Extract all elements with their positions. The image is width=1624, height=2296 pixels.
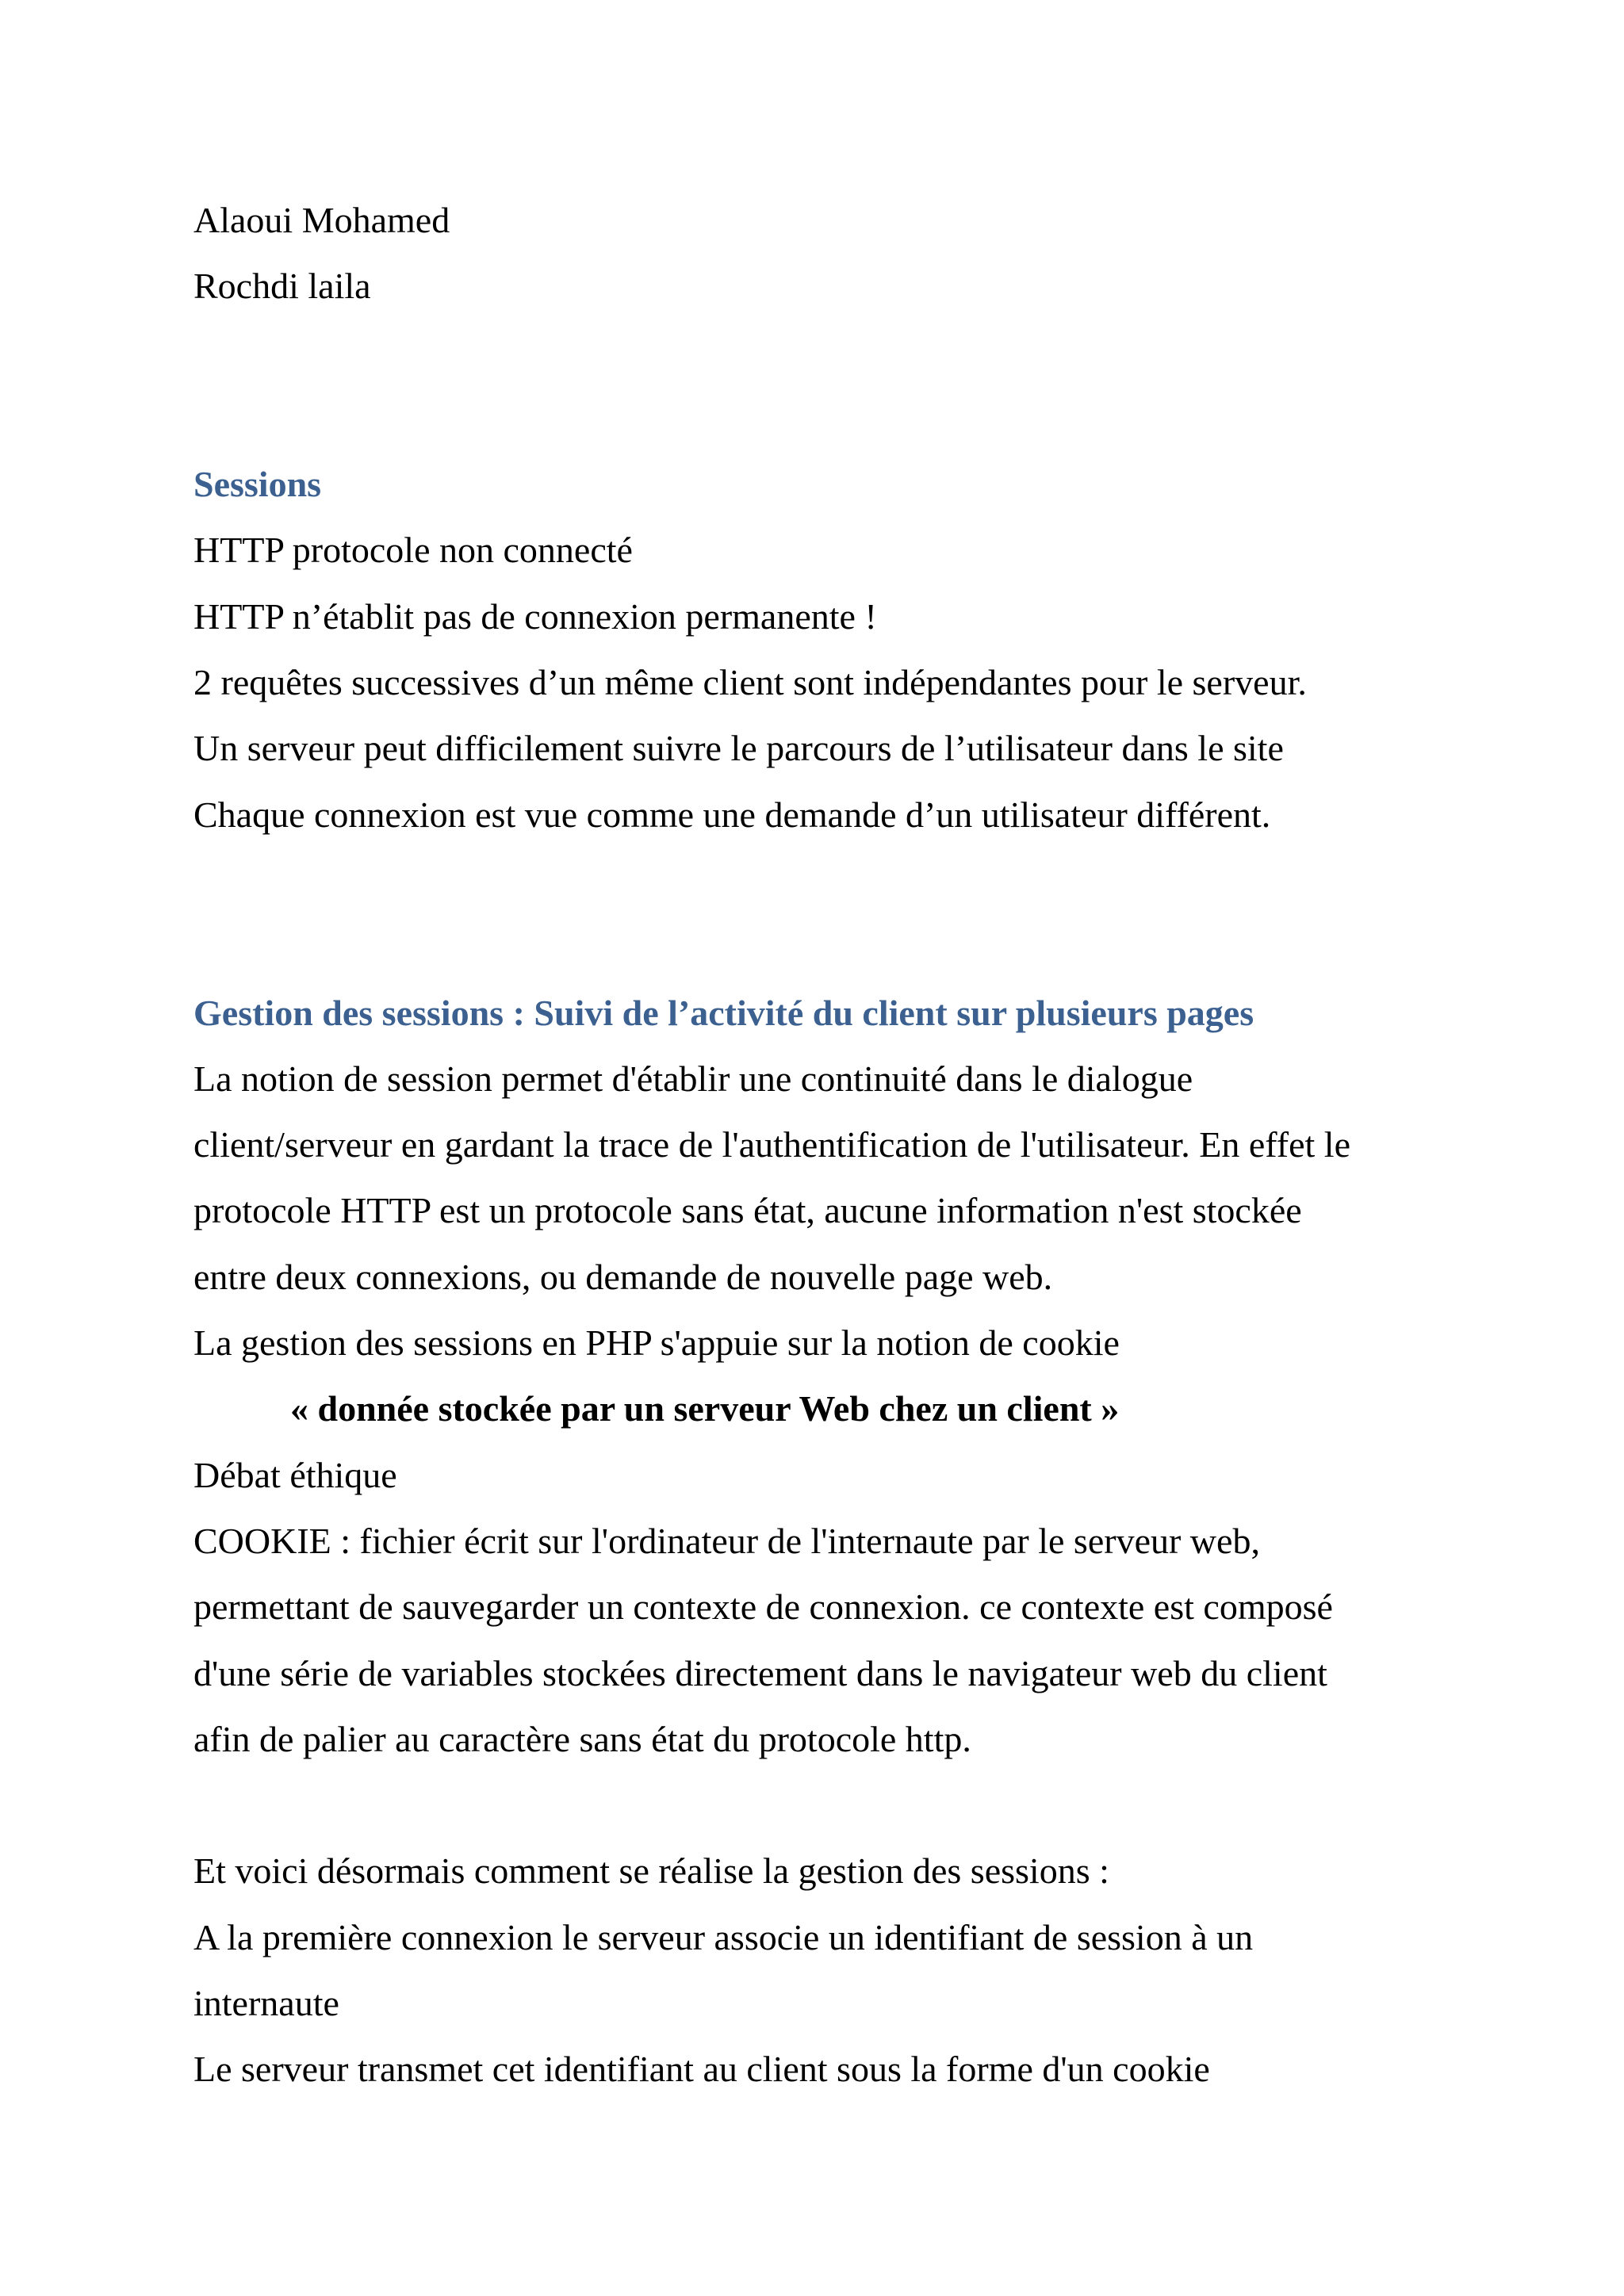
- spacer: [193, 1772, 1462, 1838]
- author-name: Rochdi laila: [193, 266, 371, 307]
- body-line: client/serveur en gardant la trace de l'authentification de l'utilisateur. En effet le: [193, 1124, 1350, 1165]
- body-line: La gestion des sessions en PHP s'appuie sur la notion de cookie: [193, 1322, 1120, 1364]
- body-line: Et voici désormais comment se réalise la gestion des sessions :: [193, 1850, 1109, 1892]
- body-line: Le serveur transmet cet identifiant au client sous la forme d'un cookie: [193, 2049, 1210, 2090]
- body-line: entre deux connexions, ou demande de nouvelle page web.: [193, 1256, 1053, 1297]
- body-line: permettant de sauvegarder un contexte de connexion. ce contexte est composé: [193, 1586, 1333, 1628]
- spacer: [193, 320, 1462, 452]
- cookie-definition-quote: « donnée stockée par un serveur Web chez un client »: [290, 1388, 1120, 1429]
- body-line: HTTP protocole non connecté: [193, 530, 633, 571]
- body-line: internaute: [193, 1983, 339, 2024]
- body-line: d'une série de variables stockées directement dans le navigateur web du client: [193, 1652, 1327, 1693]
- body-line: A la première connexion le serveur associe un identifiant de session à un: [193, 1916, 1254, 1957]
- body-line: Chaque connexion est vue comme une demande d’un utilisateur différent.: [193, 794, 1271, 835]
- ethics-line: Débat éthique: [193, 1454, 397, 1495]
- body-line: 2 requêtes successives d’un même client sont indépendantes pour le serveur.: [193, 662, 1307, 703]
- body-line: afin de palier au caractère sans état du protocole http.: [193, 1718, 971, 1759]
- body-line: La notion de session permet d'établir une continuité dans le dialogue: [193, 1058, 1193, 1099]
- section-heading-sessions: Sessions: [193, 464, 322, 505]
- body-line: Un serveur peut difficilement suivre le parcours de l’utilisateur dans le site: [193, 728, 1284, 769]
- body-line: COOKIE : fichier écrit sur l'ordinateur de l'internaute par le serveur web,: [193, 1520, 1260, 1561]
- spacer: [193, 848, 1462, 980]
- document-body: [193, 187, 1462, 2103]
- section-heading-session-management: Gestion des sessions : Suivi de l’activité du client sur plusieurs pages: [193, 992, 1254, 1033]
- body-line: HTTP n’établit pas de connexion permanente !: [193, 595, 877, 637]
- author-name: Alaoui Mohamed: [193, 200, 450, 240]
- body-line: protocole HTTP est un protocole sans état, aucune information n'est stockée: [193, 1190, 1302, 1231]
